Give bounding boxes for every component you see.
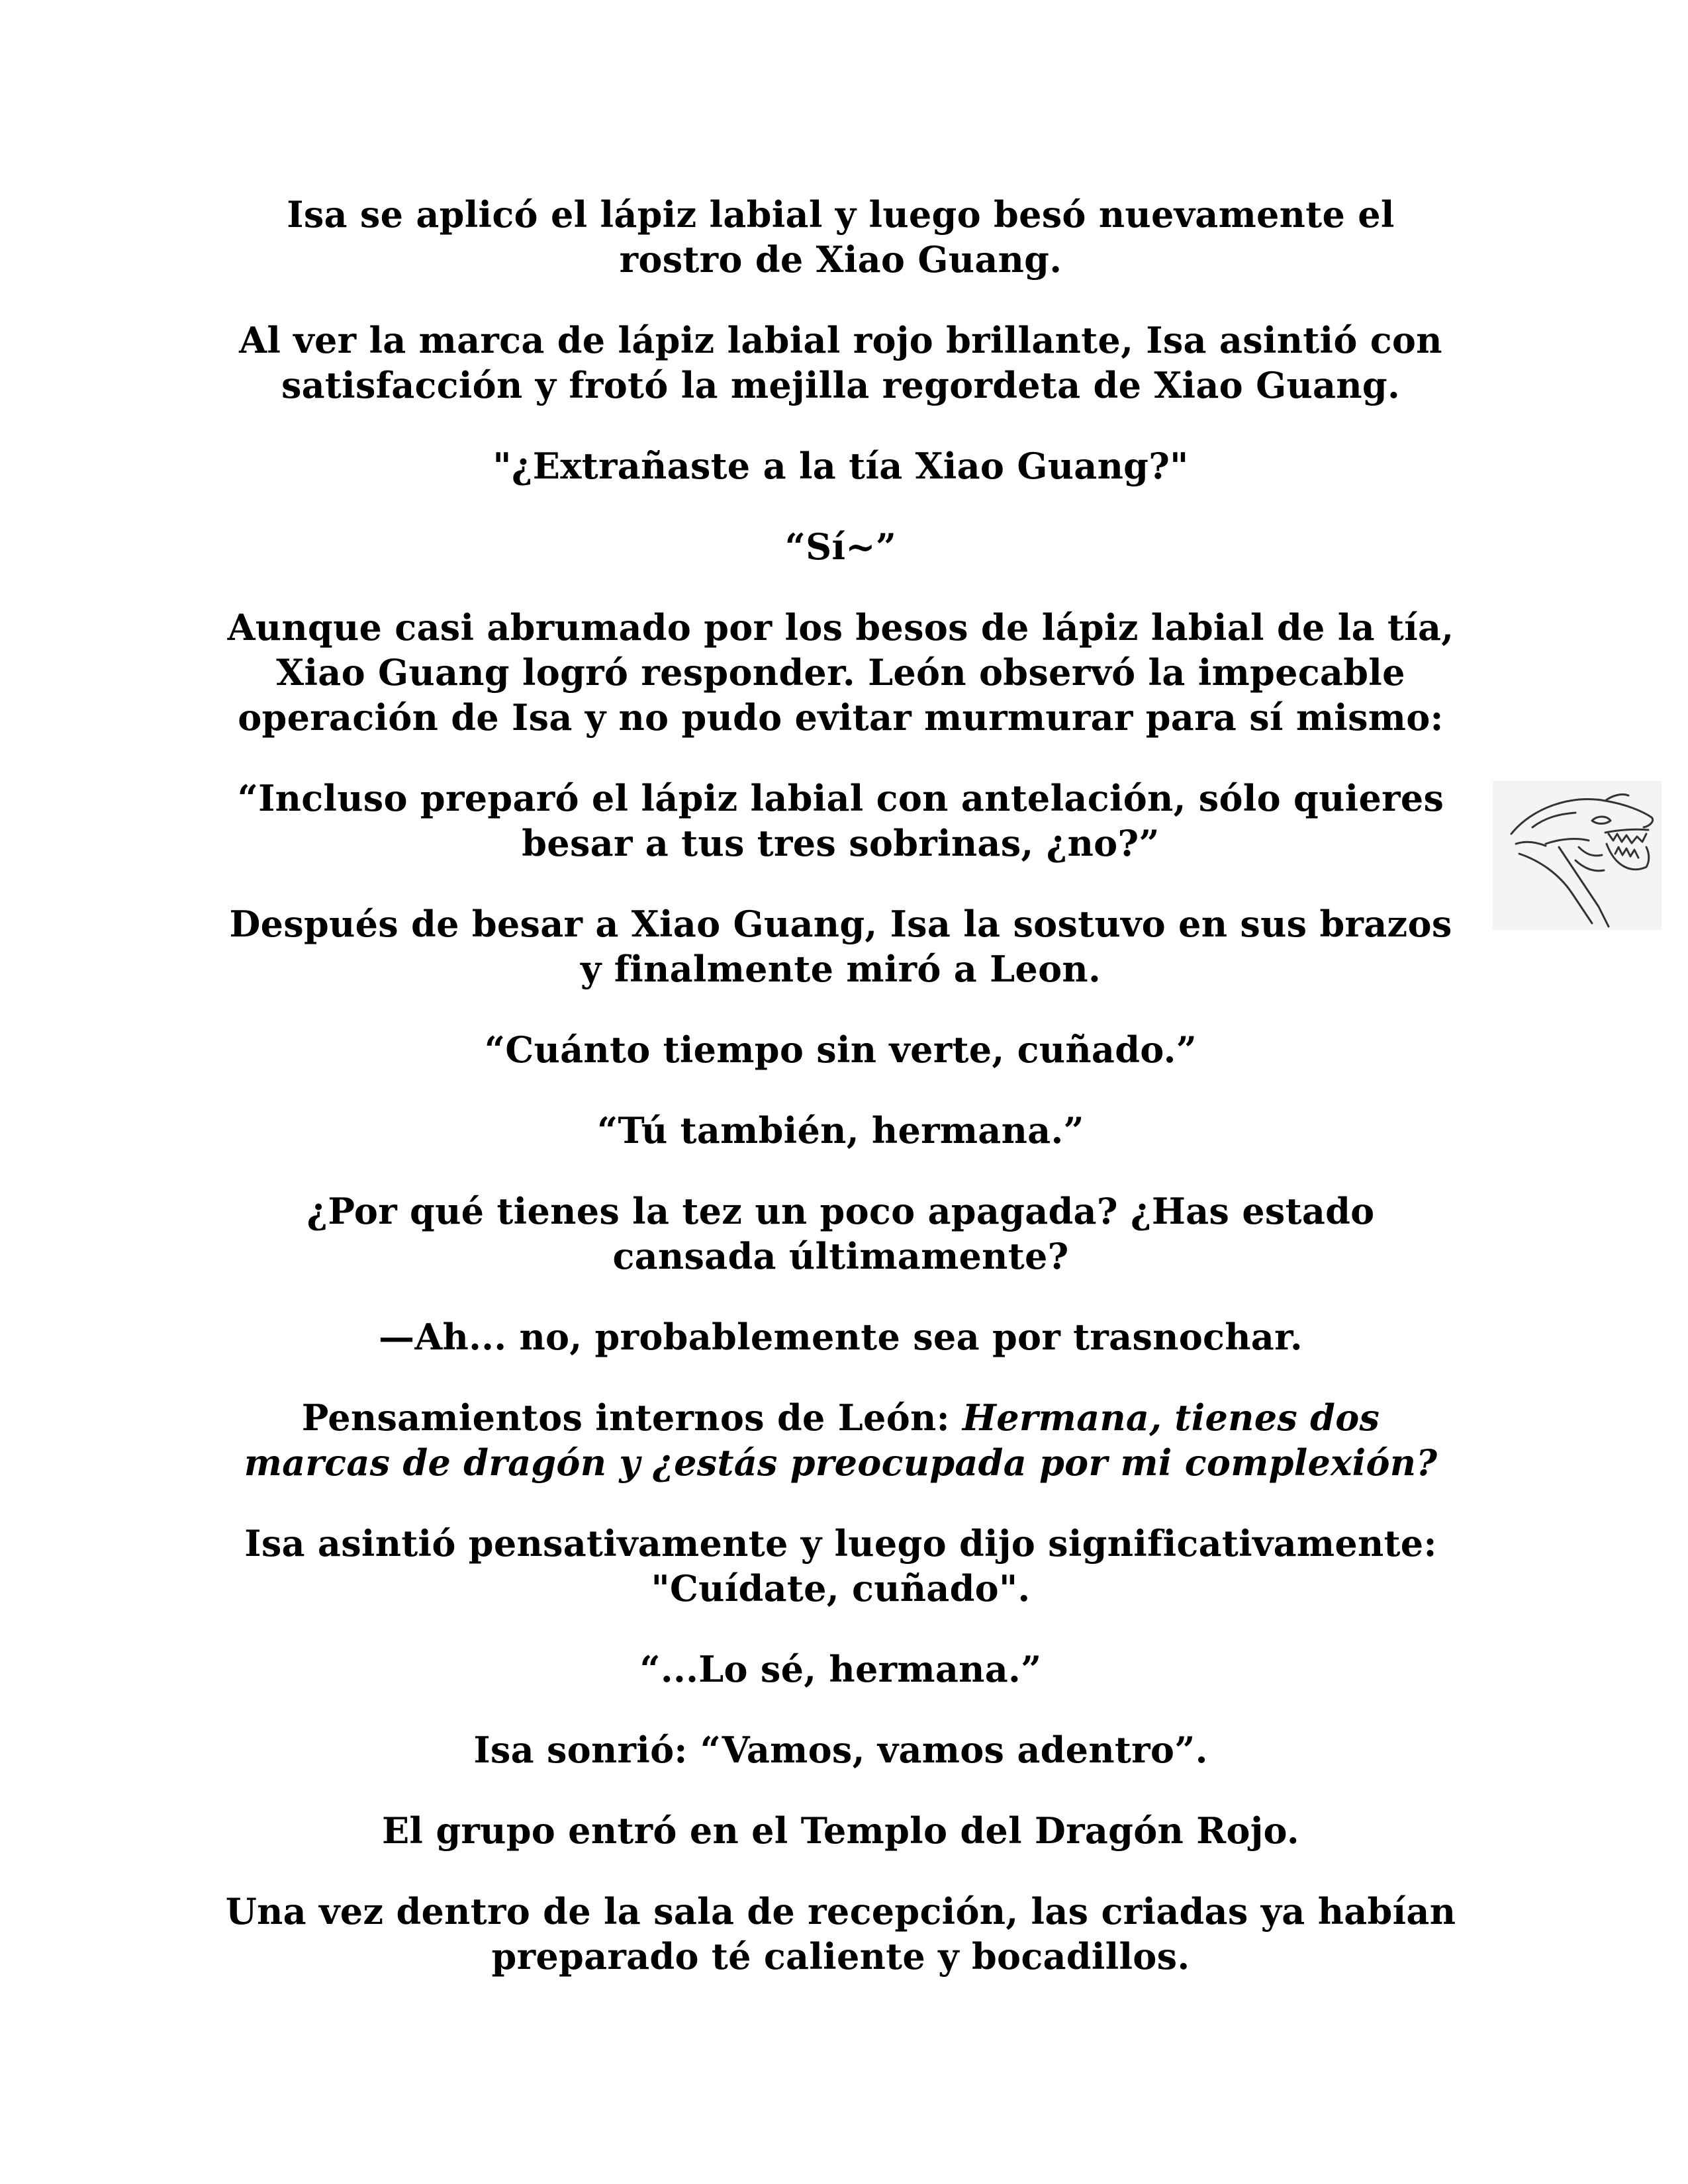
paragraph-4: “Sí~” [784, 525, 897, 568]
document-body [225, 192, 1456, 2015]
paragraph-10: ¿Por qué tienes la tez un poco apagada? ¿Has estado cansada últimamente? [306, 1190, 1375, 1277]
paragraph-16: El grupo entró en el Templo del Dragón Rojo. [381, 1809, 1300, 1852]
paragraph-5: Aunque casi abrumado por los besos de lápiz labial de la tía, Xiao Guang logró responder. León observó la impecable operación de Isa y no pudo evitar murmurar para sí mismo: [227, 606, 1454, 739]
paragraph-2: Al ver la marca de lápiz labial rojo brillante, Isa asintió con satisfacción y frotó la mejilla regordeta de Xiao Guang. [239, 319, 1442, 406]
dragon-head-icon [1493, 781, 1662, 930]
dragon-head-drawing [1493, 781, 1662, 930]
paragraph-7: Después de besar a Xiao Guang, Isa la sostuvo en sus brazos y finalmente miró a Leon. [229, 903, 1452, 990]
paragraph-6: “Incluso preparó el lápiz labial con antelación, sólo quieres besar a tus tres sobrinas, ¿no?” [237, 777, 1444, 864]
paragraph-3: "¿Extrañaste a la tía Xiao Guang?" [492, 445, 1189, 487]
paragraph-1: Isa se aplicó el lápiz labial y luego besó nuevamente el rostro de Xiao Guang. [287, 193, 1395, 281]
paragraph-8: “Cuánto tiempo sin verte, cuñado.” [484, 1028, 1197, 1071]
paragraph-15: Isa sonrió: “Vamos, vamos adentro”. [473, 1729, 1208, 1771]
paragraph-12-italic: Hermana, tienes dos marcas de dragón y ¿estás preocupada por mi complexión? [244, 1396, 1438, 1484]
paragraph-9: “Tú también, hermana.” [597, 1109, 1084, 1152]
paragraph-14: “...Lo sé, hermana.” [639, 1648, 1042, 1690]
paragraph-17: Una vez dentro de la sala de recepción, las criadas ya habían preparado té caliente y bocadillos. [225, 1890, 1456, 1978]
paragraph-12-lead: Pensamientos internos de León: [301, 1396, 962, 1439]
paragraph-12 [225, 1395, 1456, 1485]
paragraph-11: —Ah... no, probablemente sea por trasnochar. [379, 1316, 1303, 1358]
paragraph-13: Isa asintió pensativamente y luego dijo significativamente: "Cuídate, cuñado". [244, 1522, 1437, 1610]
